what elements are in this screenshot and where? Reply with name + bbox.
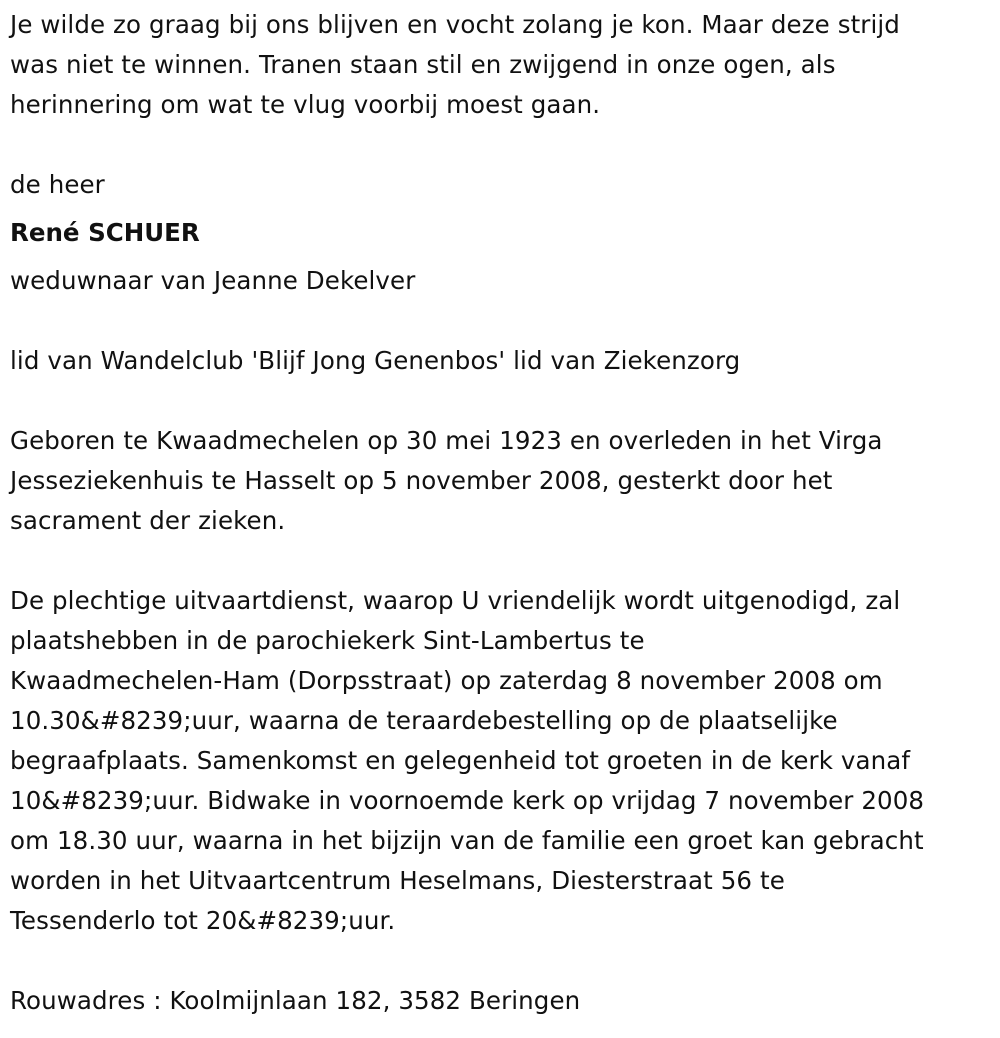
intro-paragraph (10, 5, 995, 125)
spacer (10, 541, 1000, 581)
spacer (10, 205, 1000, 213)
service-line: De plechtige uitvaartdienst, waarop U vriendelijk wordt uitgenodigd, zal (10, 586, 901, 615)
birth-paragraph (10, 421, 995, 541)
service-line: worden in het Uitvaartcentrum Heselmans, Diesterstraat 56 te (10, 866, 785, 895)
spacer (10, 253, 1000, 261)
intro-line: was niet te winnen. Tranen staan stil en zwijgend in onze ogen, als (10, 50, 836, 79)
birth-line: Jesseziekenhuis te Hasselt op 5 november 2008, gesterkt door het (10, 466, 833, 495)
funeral-address: Rouwadres : Koolmijnlaan 182, 3582 Beringen (10, 986, 581, 1015)
service-line: begraafplaats. Samenkomst en gelegenheid tot groeten in de kerk vanaf (10, 746, 911, 775)
intro-line: herinnering om wat te vlug voorbij moest gaan. (10, 90, 601, 119)
birth-line: Geboren te Kwaadmechelen op 30 mei 1923 en overleden in het Virga (10, 426, 883, 455)
widower-line: weduwnaar van Jeanne Dekelver (10, 266, 416, 295)
service-line: om 18.30 uur, waarna in het bijzijn van de familie een groet kan gebracht (10, 826, 924, 855)
service-line: 10.30&#8239;uur, waarna de teraardebestelling op de plaatselijke (10, 706, 838, 735)
service-line: plaatshebben in de parochiekerk Sint-Lambertus te (10, 626, 645, 655)
spacer (10, 381, 1000, 421)
spacer (10, 301, 1000, 341)
membership-line: lid van Wandelclub 'Blijf Jong Genenbos' lid van Ziekenzorg (10, 346, 741, 375)
salutation: de heer (10, 170, 105, 199)
birth-line: sacrament der zieken. (10, 506, 286, 535)
service-paragraph (10, 581, 995, 941)
spacer (10, 941, 1000, 981)
deceased-name: René SCHUER (10, 218, 200, 247)
service-line: 10&#8239;uur. Bidwake in voornoemde kerk op vrijdag 7 november 2008 (10, 786, 925, 815)
service-line: Kwaadmechelen-Ham (Dorpsstraat) op zaterdag 8 november 2008 om (10, 666, 883, 695)
intro-line: Je wilde zo graag bij ons blijven en vocht zolang je kon. Maar deze strijd (10, 10, 900, 39)
service-line: Tessenderlo tot 20&#8239;uur. (10, 906, 396, 935)
spacer (10, 125, 1000, 165)
